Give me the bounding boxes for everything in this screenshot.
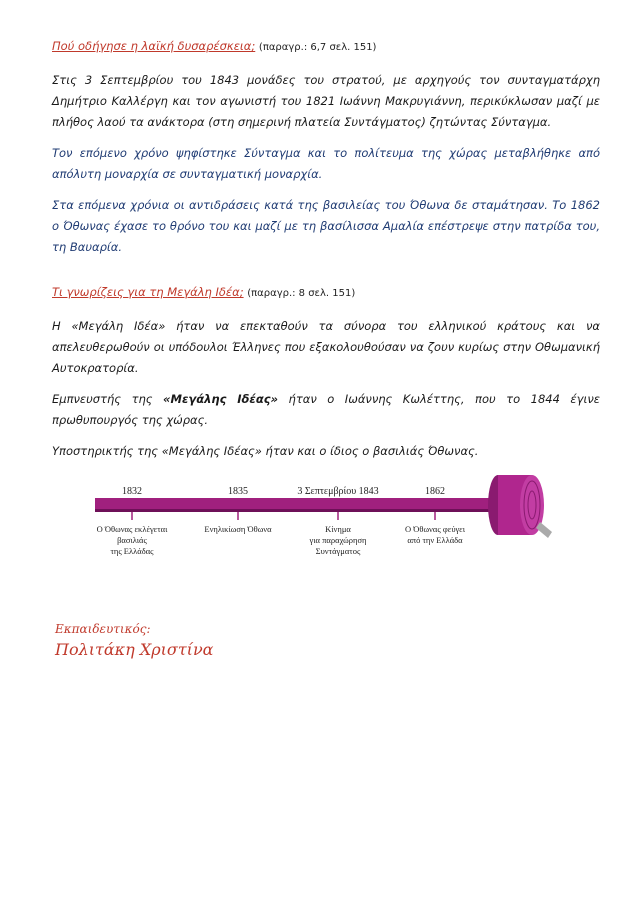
paragraph-1843-uprising: Στις 3 Σεπτεμβρίου του 1843 μονάδες του στρατού, με αρχηγούς τον συνταγματάρχη Δημήτριο Καλλέργη και τον αγωνιστή του 1821 Ιωάννη Μακρυγιάννη, περικύκλωσαν μαζί με πλήθος λαού τα ανάκτορα (στη σημερινή πλατεία Συντάγματος) ζητώντας Σύνταγμα. (52, 73, 600, 129)
timeline-date: 1835 (228, 486, 248, 497)
timeline-date: 1862 (425, 486, 445, 497)
bold-term: «Μεγάλης Ιδέας» (163, 392, 279, 406)
paragraph-megali-idea-definition: Η «Μεγάλη Ιδέα» ήταν να επεκταθούν τα σύνορα του ελληνικού κράτους και να απελευθερωθούν οι υπόδουλοι Έλληνες που εξακολουθούσαν να ζουν κυρίως στην Οθωμανική Αυτοκρατορία. (52, 319, 600, 375)
timeline-caption: για παραχώρηση (309, 535, 367, 545)
section-reference: (παραγρ.: 6,7 σελ. 151) (258, 42, 377, 53)
text-run: ήταν ο Ιωάννης Κωλέττης, που το 1844 έγινε πρωθυπουργός της χώρας. (52, 392, 600, 427)
timeline-date: 3 Σεπτεμβρίου 1843 (297, 486, 379, 497)
teacher-name: Πολιτάκη Χριστίνα (55, 640, 214, 659)
paragraph-otto-support: Υποστηρικτής της «Μεγάλης Ιδέας» ήταν και ο ίδιος ο βασιλιάς Όθωνας. (52, 444, 479, 458)
paragraph-constitution: Τον επόμενο χρόνο ψηφίστηκε Σύνταγμα και το πολίτευμα της χώρας μεταβλήθηκε από απόλυτη μοναρχία σε συνταγματική μοναρχία. (52, 146, 600, 181)
timeline-caption: Συντάγματος (315, 546, 361, 556)
timeline-caption: Ενηλικίωση Όθωνα (204, 524, 272, 534)
teacher-signature (55, 622, 213, 659)
text-run: Εμπνευστής της (52, 392, 164, 406)
timeline-caption: βασιλιάς (117, 535, 147, 545)
timeline-date: 1832 (122, 486, 142, 497)
timeline-caption: Κίνημα (325, 524, 351, 534)
document-page (52, 38, 600, 472)
timeline-caption: Ο Όθωνας φεύγει (404, 524, 466, 534)
timeline-ribbon-shade (95, 509, 495, 512)
section-heading-discontent (52, 38, 600, 56)
timeline-caption: Ο Όθωνας εκλέγεται (96, 524, 168, 534)
paragraph-otto-exile: Στα επόμενα χρόνια οι αντιδράσεις κατά της βασιλείας του Όθωνα δε σταμάτησαν. Το 1862 ο Όθωνας έχασε το θρόνο του και μαζί με τη βασίλισσα Αμαλία επέστρεψε στην πατρίδα του, τη Βαυαρία. (52, 198, 600, 254)
timeline-caption: της Ελλάδας (110, 546, 154, 556)
timeline-caption: από την Ελλάδα (407, 535, 463, 545)
section-reference: (παραγρ.: 8 σελ. 151) (247, 288, 356, 299)
teacher-label: Εκπαιδευτικός: (55, 622, 151, 636)
section-heading-megali-idea (52, 284, 600, 302)
paragraph-kolettis (52, 389, 600, 431)
ribbon-roll (488, 475, 552, 538)
section-title-link[interactable]: Πού οδήγησε η λαϊκή δυσαρέσκεια; (52, 39, 256, 53)
timeline-figure (90, 472, 560, 582)
section-title-link[interactable]: Τι γνωρίζεις για τη Μεγάλη Ιδέα; (52, 285, 244, 299)
